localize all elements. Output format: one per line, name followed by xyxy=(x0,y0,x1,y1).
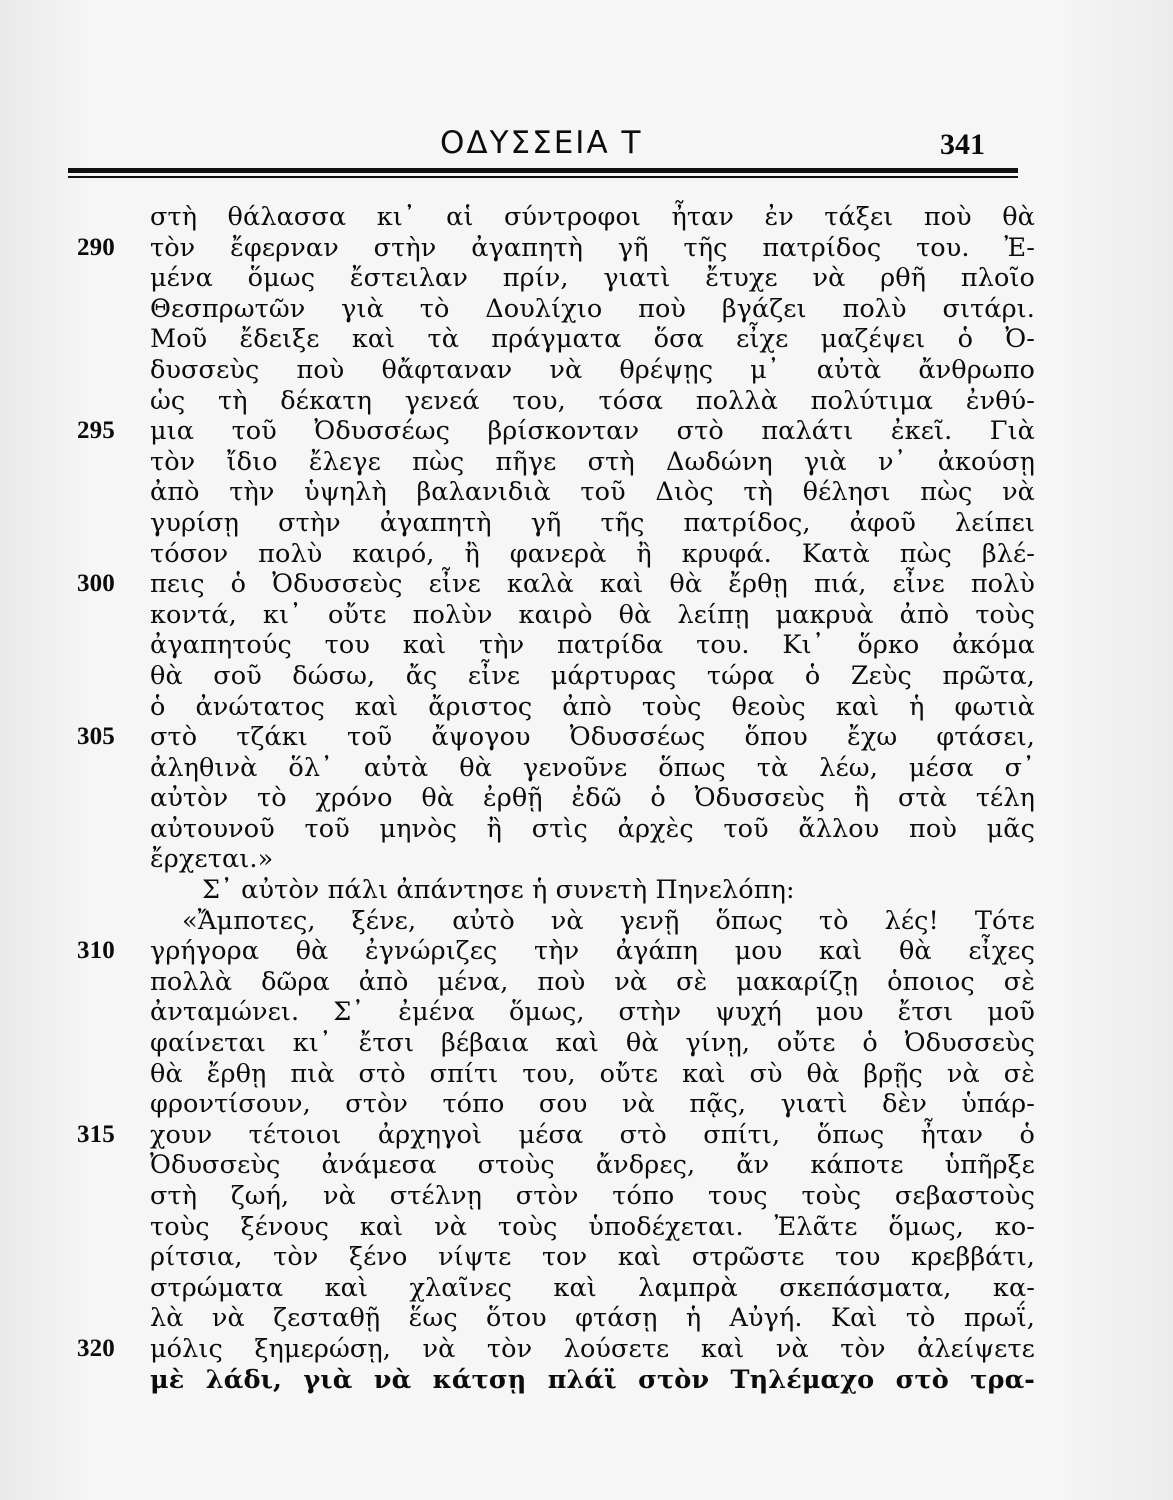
line-text: Σ᾿ αὐτὸν πάλι ἀπάντησε ἡ συνετὴ Πηνελόπη: xyxy=(202,875,795,906)
line-text: μὲ λάδι, γιὰ νὰ κάτσῃ πλάϊ στὸν Τηλέμαχο στὸ τρα- xyxy=(150,1364,1035,1395)
text-line xyxy=(150,600,1035,631)
text-line xyxy=(150,539,1035,570)
text-line xyxy=(150,355,1035,386)
line-text: ὁ ἀνώτατος καὶ ἄριστος ἀπὸ τοὺς θεοὺς καὶ ἡ φωτιὰ xyxy=(150,691,1035,722)
line-text: μια τοῦ Ὀδυσσέως βρίσκονταν στὸ παλάτι ἐκεῖ. Γιὰ xyxy=(150,416,1035,447)
line-text: ἀγαπητούς του καὶ τὴν πατρίδα του. Κι᾿ ὅρκο ἀκόμα xyxy=(150,630,1035,661)
line-text: δυσσεὺς ποὺ θἄφταναν νὰ θρέψῃς μ᾿ αὐτὰ ἄνθρωπο xyxy=(150,354,1035,385)
line-text: πεις ὁ Ὀδυσσεὺς εἶνε καλὰ καὶ θὰ ἔρθῃ πιά, εἶνε πολὺ xyxy=(150,569,1035,600)
line-text: τοὺς ξένους καὶ νὰ τοὺς ὑποδέχεται. Ἐλᾶτε ὅμως, κο- xyxy=(150,1211,1035,1242)
text-line xyxy=(150,1242,1035,1273)
line-text: Μοῦ ἔδειξε καὶ τὰ πράγματα ὅσα εἶχε μαζέψει ὁ Ὀ- xyxy=(150,324,1035,355)
line-text: πολλὰ δῶρα ἀπὸ μένα, ποὺ νὰ σὲ μακαρίζῃ ὁποιος σὲ xyxy=(150,966,1035,997)
line-number: 315 xyxy=(77,1120,115,1148)
line-number: 310 xyxy=(77,937,115,965)
line-text: αὐτουνοῦ τοῦ μηνὸς ἢ στὶς ἀρχὲς τοῦ ἄλλου ποὺ μᾶς xyxy=(150,813,1035,844)
line-text: στρώματα καὶ χλαῖνες καὶ λαμπρὰ σκεπάσματα, κα- xyxy=(150,1272,1035,1303)
running-header xyxy=(0,125,1173,165)
text-line xyxy=(150,783,1035,814)
text-line xyxy=(150,294,1035,325)
line-text: αὐτὸν τὸ χρόνο θὰ ἐρθῇ ἐδῶ ὁ Ὀδυσσεὺς ἢ στὰ τέλη xyxy=(150,783,1035,814)
line-text: ὡς τὴ δέκατη γενεά του, τόσα πολλὰ πολύτιμα ἐνθύ- xyxy=(150,385,1035,416)
line-text: λὰ νὰ ζεσταθῇ ἕως ὅτου φτάσῃ ἡ Αὐγή. Καὶ τὸ πρωΐ, xyxy=(150,1303,1035,1334)
line-text: μένα ὅμως ἔστειλαν πρίν, γιατὶ ἔτυχε νὰ ρθῆ πλοῖο xyxy=(150,263,1035,294)
line-text: στὴ ζωή, νὰ στέλνῃ στὸν τόπο τους τοὺς σεβαστοὺς xyxy=(150,1181,1035,1211)
text-line xyxy=(77,1119,1035,1151)
line-number: 295 xyxy=(77,417,115,445)
line-text: «Ἄμποτες, ξένε, αὐτὸ νὰ γενῇ ὅπως τὸ λές! Τότε xyxy=(182,905,1035,936)
line-number: 320 xyxy=(77,1334,115,1362)
text-line xyxy=(150,814,1035,845)
body-text xyxy=(77,202,1035,1395)
text-line xyxy=(77,722,1035,753)
line-text: γυρίσῃ στὴν ἀγαπητὴ γῆ τῆς πατρίδος, ἀφοῦ λείπει xyxy=(150,507,1035,538)
text-line xyxy=(150,386,1035,417)
header-rule-thick xyxy=(68,168,1018,173)
text-line xyxy=(150,1273,1035,1304)
line-text: ἀληθινὰ ὅλ᾿ αὐτὰ θὰ γενοῦνε ὅπως τὰ λέω, μέσα σ᾿ xyxy=(150,752,1035,783)
text-line xyxy=(150,508,1035,539)
text-line xyxy=(77,936,1035,967)
line-text: ρίτσια, τὸν ξένο νίψτε τον καὶ στρῶστε του κρεββάτι, xyxy=(150,1242,1035,1273)
header-rule-thin xyxy=(68,176,1018,178)
line-text: ἀπὸ τὴν ὑψηλὴ βαλανιδιὰ τοῦ Διὸς τὴ θέλησι πὼς νὰ xyxy=(150,477,1035,508)
line-text: ἀνταμώνει. Σ᾿ ἐμένα ὅμως, στὴν ψυχή μου ἔτσι μοῦ xyxy=(150,997,1035,1028)
text-line xyxy=(150,1089,1035,1120)
text-line xyxy=(150,1181,1035,1212)
page-number: 341 xyxy=(940,128,985,161)
line-text: τὸν ἴδιο ἔλεγε πὼς πῆγε στὴ Δωδώνη γιὰ ν᾿ ἀκούσῃ xyxy=(150,446,1035,477)
line-text: κοντά, κι᾿ οὔτε πολὺν καιρὸ θὰ λείπῃ μακρυὰ ἀπὸ τοὺς xyxy=(150,599,1035,630)
line-text: στὸ τζάκι τοῦ ἄψογου Ὀδυσσέως ὅπου ἔχω φτάσει, xyxy=(150,722,1035,753)
text-line xyxy=(150,477,1035,508)
text-line xyxy=(150,692,1035,723)
line-text: γρήγορα θὰ ἐγνώριζες τὴν ἀγάπη μου καὶ θὰ εἶχες xyxy=(150,936,1035,967)
text-line xyxy=(150,997,1035,1028)
line-text: στὴ θάλασσα κι᾿ αἱ σύντροφοι ἦταν ἐν τάξει ποὺ θὰ xyxy=(150,202,1035,232)
text-line xyxy=(77,569,1035,600)
text-line xyxy=(150,1365,1035,1396)
line-number: 300 xyxy=(77,570,115,598)
text-line xyxy=(150,630,1035,661)
line-text: ἔρχεται.» xyxy=(150,844,274,875)
line-number: 305 xyxy=(77,723,115,751)
line-text: χουν τέτοιοι ἀρχηγοὶ μέσα στὸ σπίτι, ὅπως ἦταν ὁ xyxy=(150,1119,1035,1150)
line-text: θὰ σοῦ δώσω, ἄς εἶνε μάρτυρας τώρα ὁ Ζεὺς πρῶτα, xyxy=(150,660,1035,691)
text-line xyxy=(150,661,1035,692)
line-text: φροντίσουν, στὸν τόπο σου νὰ πᾷς, γιατὶ δὲν ὑπάρ- xyxy=(150,1089,1035,1120)
text-line xyxy=(150,1059,1035,1090)
text-line xyxy=(150,1303,1035,1334)
line-text: Θεσπρωτῶν γιὰ τὸ Δουλίχιο ποὺ βγάζει πολὺ σιτάρι. xyxy=(150,293,1035,324)
text-line xyxy=(150,1150,1035,1181)
line-text: Ὀδυσσεὺς ἀνάμεσα στοὺς ἄνδρες, ἄν κάποτε ὑπῆρξε xyxy=(150,1150,1035,1181)
text-line xyxy=(150,324,1035,355)
line-text: θὰ ἔρθῃ πιὰ στὸ σπίτι του, οὔτε καὶ σὺ θὰ βρῇς νὰ σὲ xyxy=(150,1058,1035,1089)
text-line xyxy=(150,753,1035,784)
text-line xyxy=(77,232,1035,264)
line-text: τὸν ἔφερναν στὴν ἀγαπητὴ γῆ τῆς πατρίδος του. Ἐ- xyxy=(150,232,1035,263)
text-line xyxy=(150,1028,1035,1059)
line-text: μόλις ξημερώσῃ, νὰ τὸν λούσετε καὶ νὰ τὸν ἀλείψετε xyxy=(150,1333,1035,1364)
text-line xyxy=(150,202,1035,233)
text-line xyxy=(150,447,1035,478)
text-line xyxy=(150,875,1035,906)
text-line xyxy=(150,844,1035,875)
text-line xyxy=(150,263,1035,294)
text-line xyxy=(150,1212,1035,1243)
line-text: τόσον πολὺ καιρό, ἢ φανερὰ ἢ κρυφά. Κατὰ πὼς βλέ- xyxy=(150,538,1035,569)
running-title: ΟΔΥΣΣΕΙΑ Τ xyxy=(440,125,643,161)
text-line xyxy=(77,1333,1035,1365)
text-line xyxy=(77,416,1035,447)
line-text: φαίνεται κι᾿ ἔτσι βέβαια καὶ θὰ γίνῃ, οὔτε ὁ Ὀδυσσεὺς xyxy=(150,1028,1035,1059)
text-line xyxy=(150,967,1035,998)
line-number: 290 xyxy=(77,233,115,261)
text-line xyxy=(150,906,1035,937)
